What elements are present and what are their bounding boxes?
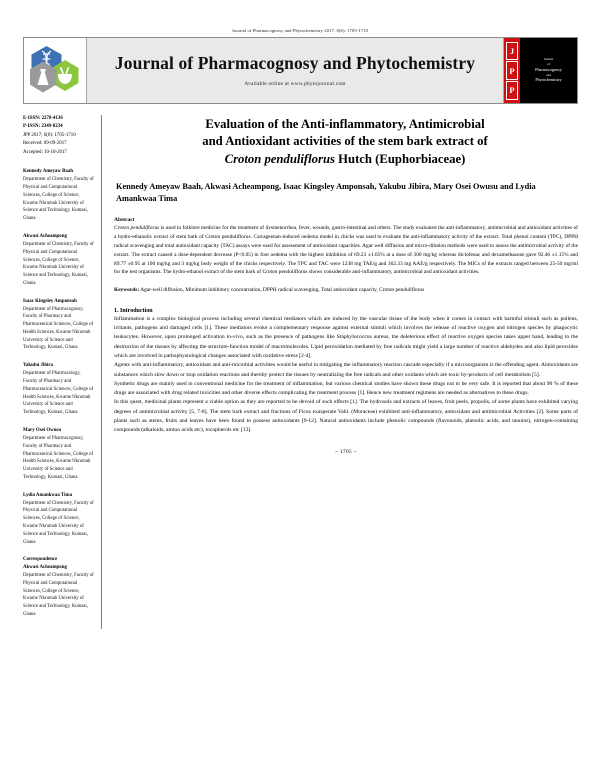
title-line-1: Evaluation of the Anti-inflammatory, Antimicrobial [205,117,485,131]
journal-availability-line[interactable]: Available online at www.phytojournal.com [244,80,346,87]
title-line-2: and Antioxidant activities of the stem bark extract of [202,134,488,149]
abstract-species-lead: Croton penduliflorus [114,225,160,232]
running-head: Journal of Pharmacognosy and Phytochemistry 2017; 6(6): 1705-1710 [232,28,368,33]
introduction-paragraph-2: Agents with anti-inflammatory, antioxidant and anti-microbial activities would be useful in mitigating the inflammatory reaction cascade especially if a microorganism is the offending agent. Antioxidants are substances which slow down or stop oxidation reactions and thereby protect the tissues by neutralizing the free radicals and other oxidants which are toxic by-products of cell metabolism [5]. [114,362,578,378]
sidebar-author-block [23,492,95,547]
sidebar-author-name: Mary Osei Owusu [23,427,62,433]
sidebar-author-name: Isaac Kingsley Amponsah [23,298,77,304]
issn-print: P-ISSN: 2349-8234 [23,124,63,130]
sidebar-author-name: Yakubu Jibira [23,363,54,369]
correspondence-block [23,556,95,618]
sidebar-author-affiliation: Department of Chemistry, Faculty of Physical and Computational Sciences, College of Science, Kwame Nkrumah University of Science and Technology, Kumasi, Ghana [23,177,94,222]
issn-block [23,115,95,157]
journal-masthead [23,37,578,104]
sidebar-author-block [23,168,95,223]
column-divider [101,115,102,629]
title-species: Croton penduliflorus [224,151,335,166]
masthead-right-line-1: Journal [543,57,554,62]
sidebar-author-block [23,233,95,288]
sidebar-author-affiliation: Department of Pharmacology, Faculty of Pharmacy and Pharmaceutical Sciences, College of Health Sciences, Kwame Nkrumah University of Science and Technology, Kumasi, Ghana [23,371,94,416]
masthead-right-line-5: Phytochemistry [535,77,562,83]
introduction-heading: 1. Introduction [114,307,153,314]
abstract-heading: Abstract [114,217,135,224]
main-column [114,115,578,629]
introduction-paragraph-3: Synthetic drugs are mainly used in conventional medicine for the treatment of inflammation, but various chemical studies have shown these drugs not to be very safe. It is reported that about 90 % of these drugs are associated with drug related toxicities and other diverse effects complicating the treatment process [1]. Hence new treatment regimens are needed as alternatives to these drugs. [114,380,578,397]
masthead-right-line-3: Pharmacognosy [535,66,562,72]
sidebar-author-block [23,298,95,353]
jpp-badge [503,38,520,103]
sidebar [23,115,101,629]
correspondence-label: Correspondence [23,557,58,563]
sidebar-author-affiliation: Department of Pharmacognosy, Faculty of Pharmacy and Pharmaceutical Sciences, College of Health Sciences, Kwame Nkrumah University of Science and Technology, Kumasi, Ghana [23,306,94,351]
sidebar-author-affiliation: Department of Chemistry, Faculty of Physical and Computational Sciences, College of Science, Kwame Nkrumah University of Science and Technology, Kumasi, Ghana [23,241,94,286]
sidebar-author-name: Kennedy Ameyaw Baah [23,169,73,175]
jpp-letter-j: J [506,42,518,61]
page-title [116,116,574,168]
jpp-letter-p2: P [506,81,518,100]
masthead-right-line-4: and [546,72,551,77]
journal-title: Journal of Pharmacognosy and Phytochemistry [114,52,476,73]
sidebar-author-block [23,427,95,482]
jpp-letter-p1: P [506,61,518,80]
keywords-label: Keywords: [114,287,140,294]
accepted-date: Accepted: 10-10-2017 [23,149,67,155]
abstract-body: is used in folklore medicine for the treatment of dysmenorrhea, fever, wounds, gastro-intestinal and others. The study evaluated the anti-inflammatory, antimicrobial and antioxidant activities of a hydro-ethanolic extract of stem bark of Croton penduliflorus. Carrageenan-induced oedema model in chicks was used to evaluate the anti-inflammatory activity of the extract. Total phenol content (TPC), DPPH radical scavenging and total antioxidant capacity (TAC) assays were used for assessment of antioxidant capacities. Agar well diffusion and micro-dilution methods were used to assess the antimicrobial activity of the extract. The extract caused a dose-dependent decrease (P<0.05) in foot oedema with the highest inhibition of 69.23 ±1.05% at a dose of 300 mg/kg whereas diclofenac and dexamethasone gave 92.46 ±1.15% and 89.77 ±0.95 at 100 mg/kg and 3 mg/kg body weight of the chicks respectively. The TPC and TAC were 1238 mg TAE/g and 362.33 mg AAE/g respectively. The MICs of the extracts ranged between 25-50 mg/ml for the test organisms. The hydro-ethanol extract of the stem bark of Croton penduliflorus shows considerable anti-inflammatory, antimicrobial and antioxidant activities. [114,225,578,276]
masthead-right-panel [520,38,577,103]
received-date: Received: 09-09-2017 [23,141,67,147]
keywords-line [114,286,578,295]
sidebar-author-name: Akwasi Acheampong [23,233,67,239]
introduction-paragraph-1: Inflammation is a complex biological process including several chemical mediators which are induced by the vascular tissue of the body when it comes in contact with harmful stimuli such as pollens, irritants, pathogens and damaged cells [1]. These mediators evoke a complementary response against external stimuli which involves the release of reactive oxygen and nitrogen species by phagocytic leukocytes. However, upon prolonged activation in-vivo, such as the presence of pathogens like Staphylococcus aureus, the deleterious effect of reactive oxygen species takes upper hand, leading to the destruction of the tissues by affecting the structure-function model of macromolecules. Lipid peroxidation mediated by free radicals might yield a large number of reactive aldehydes and also lipid peroxides which are involved in pathophysiological changes associated with oxidative stress [2-4]. [114,315,578,360]
sidebar-author-affiliation: Department of Chemistry, Faculty of Physical and Computational Sciences, College of Science, Kwame Nkrumah University of Science and Technology, Kumasi, Ghana [23,500,94,545]
issn-electronic: E-ISSN: 2278-4136 [23,116,63,121]
masthead-title-block [87,38,503,103]
correspondence-name: Akwasi Acheampong [23,564,67,570]
page-number: ~ 1705 ~ [335,448,357,455]
introduction-paragraph-4: In this quest, medicinal plants represent a viable option as they are reported to be devoid of such effects [1]. The hydrosols and extracts of leaves, fruit peels, propolis, of some plants have exhibited varying degrees of antimicrobial activity [5, 7-8]. The stem bark extract and fractions of Ficus exasperate Vahl. (Moraceae) exhibited anti-inflammatory, antioxidant and antimicrobial Activities [2]. Some parts of plants such as stems, fruits and leaves have been found to possess antioxidants [9-12]. Natural antioxidants include phenolic compounds (flavonoids, phenolic acids, and tannins), nitrogen-containing compounds (alkaloids, amino acids etc), tocopherols etc [13]. [114,399,578,434]
page-body [23,115,578,629]
title-tail: Hutch (Euphorbiaceae) [334,151,466,166]
sidebar-author-name: Lydia Amankwaa Tima [23,492,73,498]
masthead-right-line-2: of [547,62,550,67]
abstract-text [114,224,578,277]
author-list: Kennedy Ameyaw Baah, Akwasi Acheampong, Isaac Kingsley Amponsah, Yakubu Jibira, Mary Osei Owusu and Lydia Amankwaa Tima [116,181,536,204]
sidebar-author-block [23,362,95,417]
journal-logo-icon [30,45,80,97]
keywords-text: Agar-well diffusion, Minimum inhibitory concentration, DPPH radical scavenging, Total antioxidant capacity, Croton penduliflorus [139,287,425,294]
sidebar-author-affiliation: Department of Pharmacognosy, Faculty of Pharmacy and Pharmaceutical Sciences, College of Health Sciences, Kwame Nkrumah University of Science and Technology, Kumasi, Ghana [23,436,94,480]
issue-citation: JPP 2017; 6(6): 1705-1710 [23,132,76,138]
correspondence-affiliation: Department of Chemistry, Faculty of Physical and Computational Sciences, College of Science, Kwame Nkrumah University of Science and Technology, Kumasi, Ghana [23,573,94,617]
journal-logo [24,38,87,103]
